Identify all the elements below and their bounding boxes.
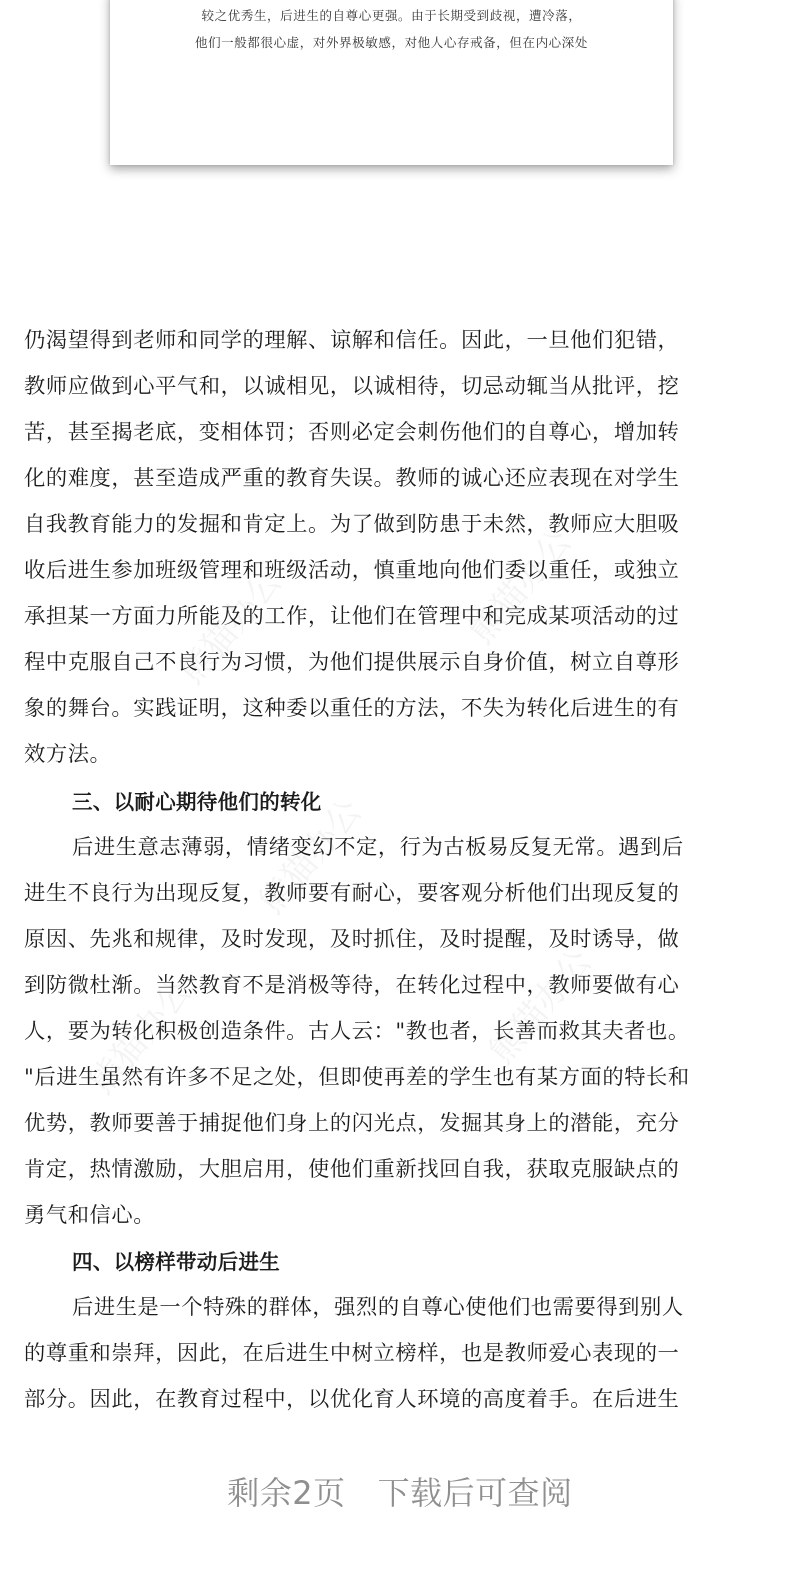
preview-text-line: 较之优秀生，后进生的自尊心更强。由于长期受到歧视，遭冷落， — [201, 8, 582, 23]
paragraph-line: 化的难度，甚至造成严重的教育失误。教师的诚心还应表现在对学生 — [24, 466, 680, 491]
paragraph-line: 仍渴望得到老师和同学的理解、谅解和信任。因此，一旦他们犯错， — [24, 328, 680, 353]
paragraph-line: 效方法。 — [24, 742, 112, 767]
paragraph-line: 进生不良行为出现反复，教师要有耐心，要客观分析他们出现反复的 — [24, 881, 680, 906]
paragraph-line: 后进生意志薄弱，情绪变幻不定，行为古板易反复无常。遇到后 — [72, 835, 684, 860]
paragraph-line: 肯定，热情激励，大胆启用，使他们重新找回自我，获取克服缺点的 — [24, 1157, 680, 1182]
paragraph-line: 自我教育能力的发掘和肯定上。为了做到防患于未然，教师应大胆吸 — [24, 512, 680, 537]
watermark: 熊猫办公 — [251, 791, 370, 922]
paragraph-line: 承担某一方面力所能及的工作，让他们在管理中和完成某项活动的过 — [24, 604, 680, 629]
paragraph-line: 教师应做到心平气和，以诚相见，以诚相待，切忌动辄当从批评，挖 — [24, 374, 680, 399]
section-heading: 三、以耐心期待他们的转化 — [72, 790, 322, 814]
paragraph-line: 的尊重和崇拜，因此，在后进生中树立榜样，也是教师爱心表现的一 — [24, 1341, 680, 1366]
paragraph-line: 后进生是一个特殊的群体，强烈的自尊心使他们也需要得到别人 — [72, 1295, 684, 1320]
watermark: 熊猫办公 — [461, 521, 580, 652]
paragraph-line: 部分。因此，在教育过程中，以优化育人环境的高度着手。在后进生 — [24, 1387, 680, 1412]
download-to-view-text: 下载后可查阅 — [377, 1474, 573, 1512]
preview-text-line: 他们一般都很心虚，对外界极敏感，对他人心存戒备，但在内心深处 — [194, 35, 588, 50]
paragraph-line: 优势，教师要善于捕捉他们身上的闪光点，发掘其身上的潜能，充分 — [24, 1111, 680, 1136]
watermark: 熊猫办公 — [481, 941, 600, 1072]
paragraph-line: 苦，甚至揭老底，变相体罚；否则必定会刺伤他们的自尊心，增加转 — [24, 420, 680, 445]
preview-page-card — [110, 0, 673, 165]
watermark: 熊猫办公 — [81, 971, 200, 1102]
paragraph-line: 象的舞台。实践证明，这种委以重任的方法，不失为转化后进生的有 — [24, 696, 680, 721]
section-heading: 四、以榜样带动后进生 — [72, 1250, 280, 1274]
paragraph-line: 原因、先兆和规律，及时发现，及时抓住，及时提醒，及时诱导，做 — [24, 927, 680, 952]
paragraph-line: 勇气和信心。 — [24, 1203, 156, 1228]
paragraph-line: 收后进生参加班级管理和班级活动，慎重地向他们委以重任，或独立 — [24, 558, 680, 583]
paragraph-line: 到防微杜渐。当然教育不是消极等待，在转化过程中，教师要做有心 — [24, 973, 680, 998]
paragraph-line: 人，要为转化积极创造条件。古人云："教也者，长善而救其夫者也。 — [24, 1019, 690, 1044]
remaining-pages-text: 剩余2页 — [227, 1474, 346, 1512]
remaining-pages-banner[interactable] — [0, 1468, 800, 1514]
paragraph-line: "后进生虽然有许多不足之处，但即使再差的学生也有某方面的特长和 — [24, 1065, 690, 1090]
paragraph-line: 程中克服自己不良行为习惯，为他们提供展示自身价值，树立自尊形 — [24, 650, 680, 675]
watermark: 熊猫办公 — [171, 561, 290, 692]
